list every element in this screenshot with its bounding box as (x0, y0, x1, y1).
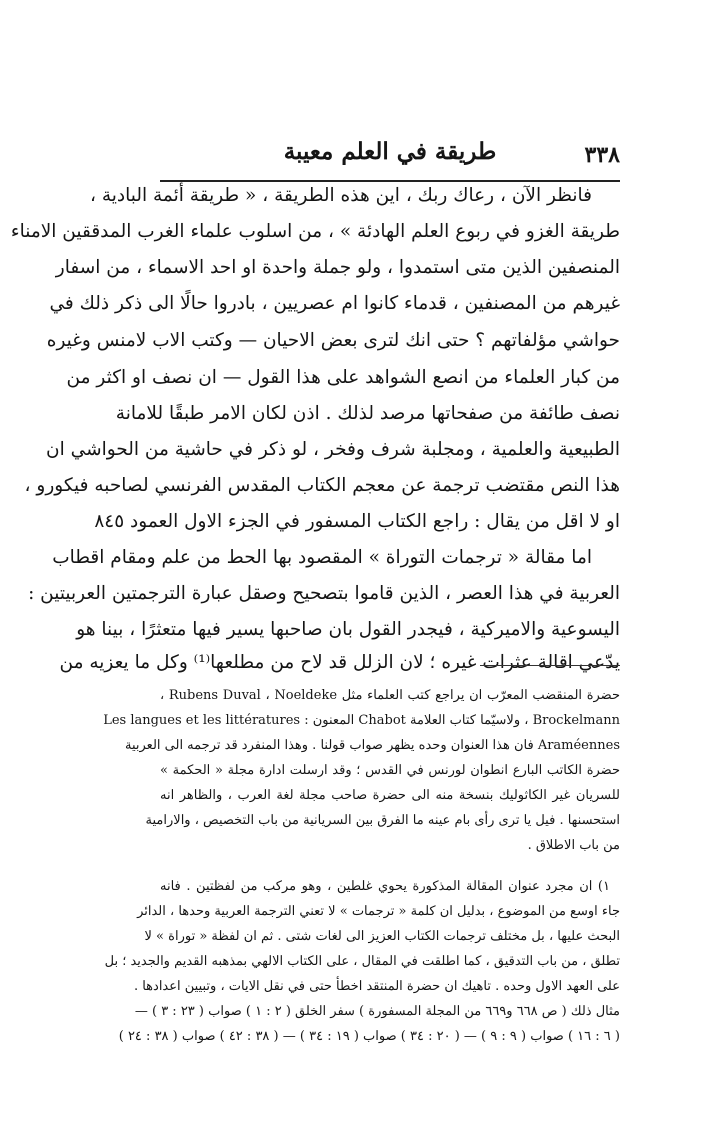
body-line: الطبيعية والعلمية ، ومجلبة شرف وفخر ، لو ذكر في حاشية من الحواشي ان (46, 439, 620, 460)
body-line: يدّعي اقالة عثرات غيره ؛ لان الزلل قد لاح من مطلعها⁽¹⁾ وكل ما يعزيه من (59, 652, 620, 673)
body-line: اليسوعية والاميركية ، فيجدر القول بان صاحبها يسير فيها متعثرًا ، بينا هو (76, 619, 620, 640)
footnote-separator (480, 665, 620, 666)
footnote-line: حضرة المنقضب المعرّب ان يراجع كتب العلماء مثل Rubens Duval ، Noeldeke ، (160, 688, 620, 703)
page-number: ٣٣٨ (584, 142, 620, 168)
footnote-line: ١) ان مجرد عنوان المقالة المذكورة يحوي غلطين ، وهو مركب من لفظتين . فانه (160, 879, 610, 894)
footnote-line: استحسنها . فيل يا ترى رأى بام عينه ما الفرق بين السريانية من باب التخصيص ، والارامية (145, 813, 620, 828)
footnote-line: Araméennes فان هذا العنوان وحده يظهر صواب قولنا . وهذا المنفرد قد ترجمه الى العربية (124, 738, 620, 753)
page-header (160, 138, 620, 178)
body-line: المنصفين الذين متى استمدوا ، ولو جملة واحدة او احد الاسماء ، من اسفار (55, 257, 620, 278)
body-line: نصف طائفة من صفحاتها مرصد لذلك . اذن لكان الامر طبقًا للامانة (115, 403, 620, 424)
body-line: العربية في هذا العصر ، الذين قاموا بتصحيح وصقل عبارة الترجمتين العربيتين : (28, 583, 620, 604)
body-line: او لا اقل من يقال : راجع الكتاب المسفور في الجزء الاول العمود ٨٤٥ (94, 511, 620, 532)
footnote-line: البحث عليها ، بل مختلف ترجمات الكتاب العزيز الى لغات شتى . ثم ان لفظة « توراة » لا (144, 929, 620, 944)
footnote-line: جاء اوسع من الموضوع ، بدليل ان كلمة « ترجمات » لا تعني الترجمة العربية وحدها ، الدائر (137, 904, 620, 919)
body-line: اما مقالة « ترجمات التوراة » المقصود بها الحط من علم ومقام اقطاب (52, 547, 592, 568)
footnote-line: حضرة الكاتب البارع انطوان لورنس في القدس ؛ وقد ارسلت ادارة مجلة « الحكمة » (160, 763, 620, 778)
body-line: فانظر الآن ، رعاك ربك ، اين هذه الطريقة ، « طريقة أئمة البادية ، (89, 185, 592, 206)
footnote-line: مثال ذلك ( ص ٦٦٨ و٦٦٩ من المجلة المسفورة ) سفر الخلق ( ٢ : ١ ) صواب ( ٢٣ : ٣ ) — (134, 1004, 620, 1019)
footnote-line: على العهد الاول وحده . تاهيك ان حضرة المنتقد اخطأ حتى في نقل الايات ، وتبيين اعدادها . (133, 979, 620, 994)
footnote-line: تطلق ، من باب التدقيق ، كما اطلقت في المقال ، على الكتاب الالهي بمذهبه القديم والجديد ؛ بل (104, 954, 620, 969)
footnote-line: Brockelmann ، ولاسيّما كتاب العلامة Chabot المعنون : Les langues et les littératures (103, 713, 620, 728)
footnote-line: للسريان غير الكاثوليك بنسخة منه الى حضرة صاحب مجلة لغة العرب ، والظاهر انه (160, 788, 620, 803)
body-line: هذا النص مقتضب ترجمة عن معجم الكتاب المقدس الفرنسي لصاحبه فيكورو ، (24, 475, 620, 496)
body-line: طريقة الغزو في ربوع العلم الهادئة » ، من اسلوب علماء الغرب المدققين الامناء (10, 221, 620, 242)
body-line: غيرهم من المصنفين ، قدماء كانوا ام عصريين ، بادروا حالًا الى ذكر ذلك في (49, 293, 620, 314)
footnote-line: ( ٦ : ١٦ ) صواب ( ٩ : ٩ ) — ( ٢٠ : ٣٤ ) صواب ( ١٩ : ٣٤ ) — ( ٣٨ : ٤٢ ) صواب ( ٣٨ : ٢٤ ) (118, 1029, 620, 1044)
footnote-line: من باب الاطلاق . (527, 838, 620, 853)
body-line: حواشي مؤلفاتهم ؟ حتى انك لترى بعض الاحيان — وكتب الاب لامنس وغيره (46, 330, 620, 351)
running-title: طريقة في العلم معيبة (283, 138, 497, 165)
body-line: من كبار العلماء من انصع الشواهد على هذا القول — ان نصف او اكثر من (66, 367, 620, 388)
